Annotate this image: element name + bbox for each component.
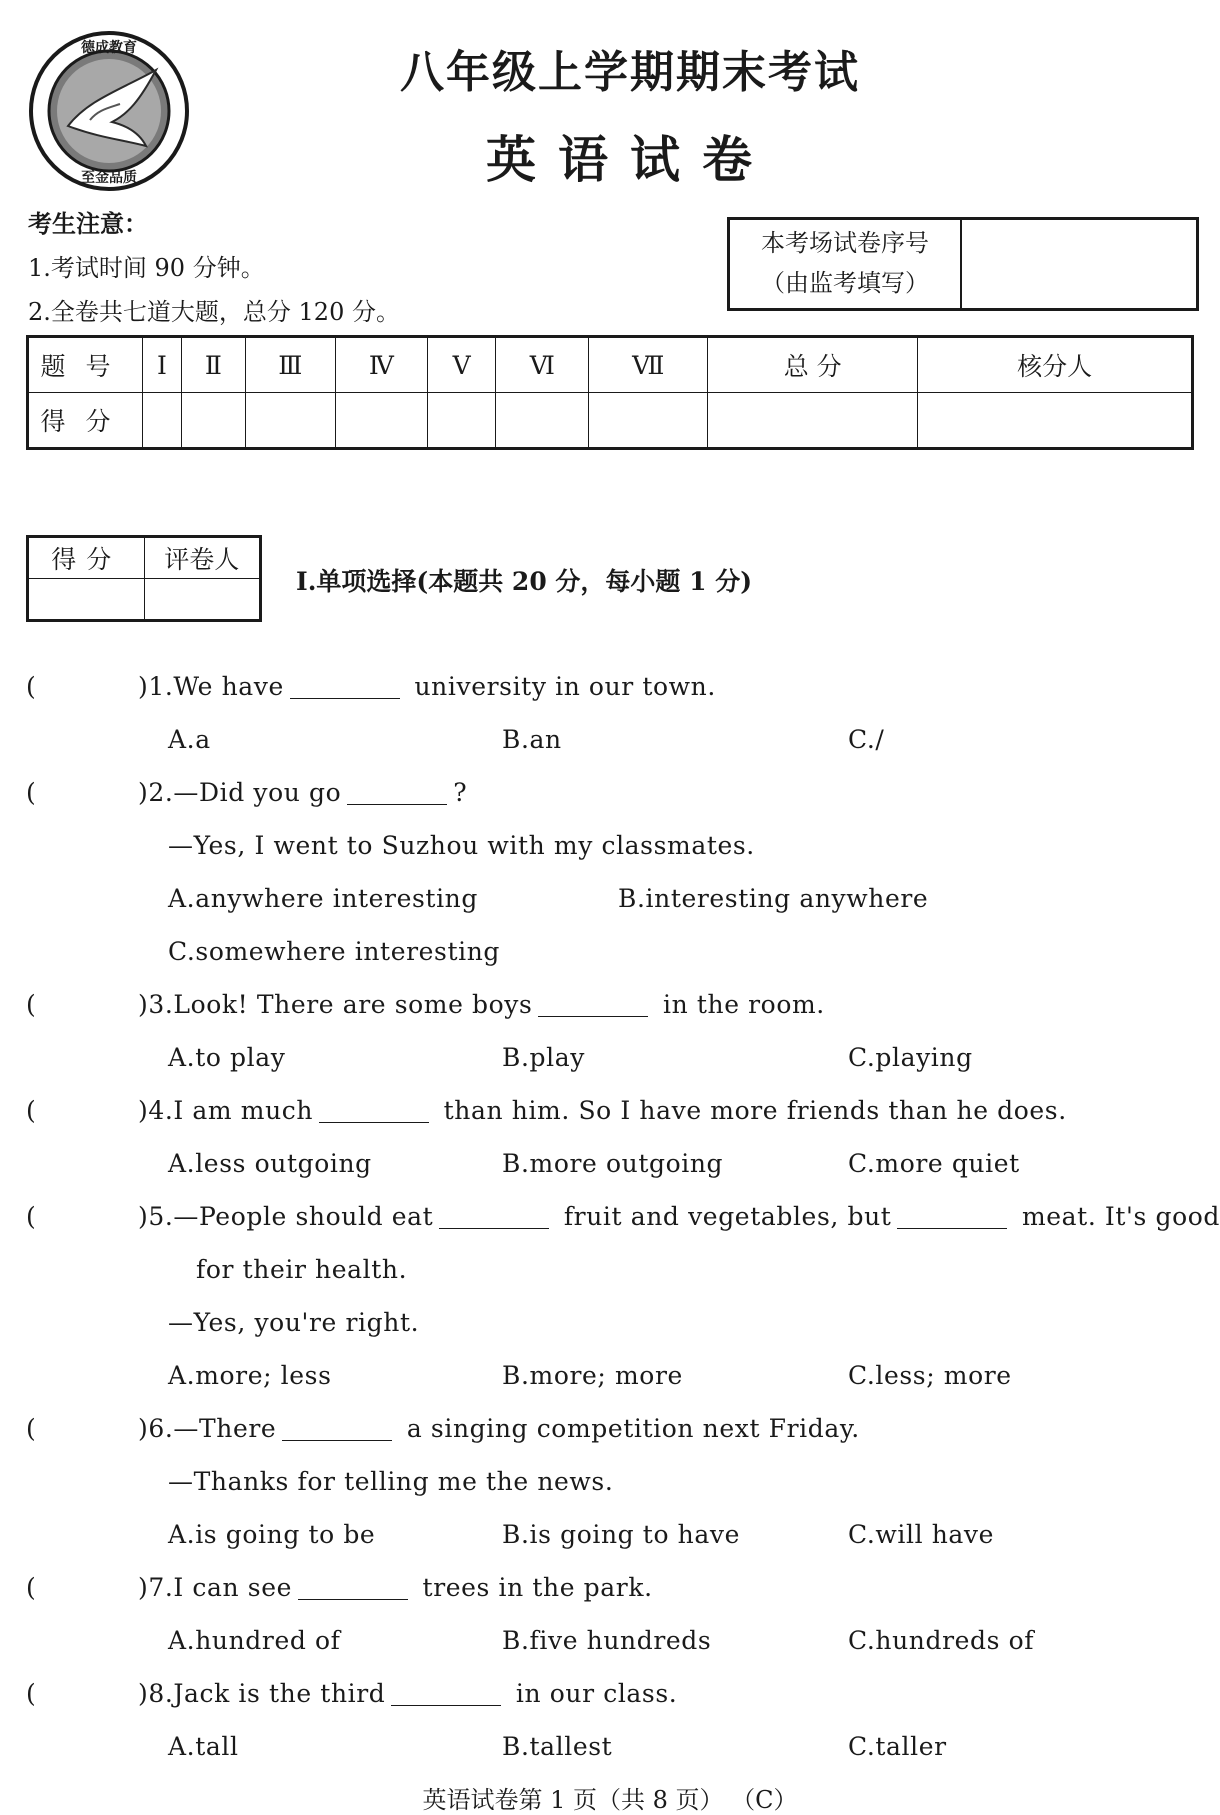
options-row bbox=[26, 1508, 1206, 1561]
row-header-score: 得分 bbox=[28, 393, 143, 449]
answer-blank[interactable] bbox=[347, 774, 447, 805]
continuation-line: for their health. bbox=[196, 1255, 408, 1284]
score-cell[interactable] bbox=[918, 393, 1193, 449]
option-c[interactable]: C.will have bbox=[848, 1520, 995, 1549]
option-a[interactable]: A.less outgoing bbox=[168, 1149, 372, 1178]
score-cell[interactable] bbox=[708, 393, 918, 449]
options-row bbox=[26, 713, 1206, 766]
notes-title: 考生注意： bbox=[28, 209, 148, 238]
answer-blank[interactable] bbox=[897, 1198, 1007, 1229]
option-a[interactable]: A.a bbox=[168, 725, 211, 754]
options-row bbox=[26, 1031, 1206, 1084]
reply-line: —Thanks for telling me the news. bbox=[168, 1467, 614, 1496]
answer-blank[interactable] bbox=[282, 1410, 392, 1441]
answer-blank[interactable] bbox=[538, 986, 648, 1017]
option-b[interactable]: B.five hundreds bbox=[502, 1626, 712, 1655]
question-7: ( )7.I can see trees in the park. bbox=[26, 1561, 1206, 1614]
grader-label: 评卷人 bbox=[144, 537, 261, 579]
score-cell[interactable] bbox=[496, 393, 589, 449]
question-4: ( )4.I am much than him. So I have more friends than he does. bbox=[26, 1084, 1206, 1137]
score-cell[interactable] bbox=[181, 393, 245, 449]
paper-title: 英语试卷 bbox=[486, 130, 774, 189]
section-title: Ⅰ.单项选择(本题共 20 分，每小题 1 分) bbox=[296, 567, 753, 596]
score-cell[interactable] bbox=[589, 393, 708, 449]
seat-number-field[interactable] bbox=[962, 220, 1196, 308]
question-6: ( )6.—There a singing competition next Friday. bbox=[26, 1402, 1206, 1455]
col-header: Ⅳ bbox=[335, 337, 428, 393]
row-header-question-no: 题号 bbox=[28, 337, 143, 393]
grader-table bbox=[26, 535, 262, 622]
option-c[interactable]: C.taller bbox=[848, 1732, 947, 1761]
score-table-header-row bbox=[28, 337, 1193, 393]
logo-text-bottom: 至金品质 bbox=[81, 170, 137, 186]
col-header: Ⅱ bbox=[181, 337, 245, 393]
option-c[interactable]: C./ bbox=[848, 725, 885, 754]
options-row bbox=[26, 925, 1206, 978]
option-b[interactable]: B.tallest bbox=[502, 1732, 613, 1761]
option-b[interactable]: B.an bbox=[502, 725, 562, 754]
option-c[interactable]: C.less; more bbox=[848, 1361, 1012, 1390]
score-table bbox=[26, 335, 1194, 450]
col-header: Ⅲ bbox=[246, 337, 336, 393]
option-c[interactable]: C.playing bbox=[848, 1043, 973, 1072]
question-2: ( )2.—Did you go ? bbox=[26, 766, 1206, 819]
seat-number-box bbox=[727, 217, 1199, 311]
logo-text-top: 德成教育 bbox=[81, 40, 137, 56]
options-row bbox=[26, 872, 1206, 925]
question-5: ( )5.—People should eat fruit and vegetables, but meat. It's good bbox=[26, 1190, 1206, 1243]
options-row bbox=[26, 1349, 1206, 1402]
reply-line: —Yes, you're right. bbox=[168, 1308, 420, 1337]
exam-title: 八年级上学期期末考试 bbox=[400, 47, 860, 98]
answer-blank[interactable] bbox=[391, 1675, 501, 1706]
col-header: Ⅴ bbox=[428, 337, 496, 393]
option-b[interactable]: B.play bbox=[502, 1043, 585, 1072]
option-b[interactable]: B.interesting anywhere bbox=[618, 884, 929, 913]
option-b[interactable]: B.more; more bbox=[502, 1361, 683, 1390]
answer-blank[interactable] bbox=[290, 668, 400, 699]
answer-blank[interactable] bbox=[439, 1198, 549, 1229]
question-3: ( )3.Look! There are some boys in the room. bbox=[26, 978, 1206, 1031]
answer-blank[interactable] bbox=[319, 1092, 429, 1123]
question-1: ( )1.We have university in our town. bbox=[26, 660, 1206, 713]
options-row bbox=[26, 1720, 1206, 1773]
score-table-score-row bbox=[28, 393, 1193, 449]
seat-number-label: 本考场试卷序号 （由监考填写） bbox=[730, 220, 962, 308]
col-header: 核分人 bbox=[918, 337, 1193, 393]
option-c[interactable]: C.somewhere interesting bbox=[168, 937, 501, 966]
score-cell[interactable] bbox=[143, 393, 182, 449]
col-header: Ⅶ bbox=[589, 337, 708, 393]
col-header: Ⅰ bbox=[143, 337, 182, 393]
note-item: 1.考试时间 90 分钟。 bbox=[28, 254, 265, 282]
grader-name-cell[interactable] bbox=[144, 579, 261, 621]
option-b[interactable]: B.is going to have bbox=[502, 1520, 740, 1549]
col-header: Ⅵ bbox=[496, 337, 589, 393]
candidate-notes bbox=[28, 202, 400, 334]
score-cell[interactable] bbox=[428, 393, 496, 449]
option-a[interactable]: A.is going to be bbox=[168, 1520, 376, 1549]
reply-line: —Yes, I went to Suzhou with my classmates. bbox=[168, 831, 755, 860]
option-c[interactable]: C.more quiet bbox=[848, 1149, 1020, 1178]
option-b[interactable]: B.more outgoing bbox=[502, 1149, 724, 1178]
answer-blank[interactable] bbox=[298, 1569, 408, 1600]
option-a[interactable]: A.anywhere interesting bbox=[168, 884, 478, 913]
option-a[interactable]: A.more; less bbox=[168, 1361, 332, 1390]
grader-score-label: 得分 bbox=[28, 537, 145, 579]
grader-score-cell[interactable] bbox=[28, 579, 145, 621]
score-cell[interactable] bbox=[246, 393, 336, 449]
question-8: ( )8.Jack is the third in our class. bbox=[26, 1667, 1206, 1720]
option-c[interactable]: C.hundreds of bbox=[848, 1626, 1035, 1655]
col-header: 总 分 bbox=[708, 337, 918, 393]
option-a[interactable]: A.hundred of bbox=[168, 1626, 341, 1655]
option-a[interactable]: A.to play bbox=[168, 1043, 286, 1072]
question-list bbox=[26, 660, 1220, 1773]
option-a[interactable]: A.tall bbox=[168, 1732, 239, 1761]
options-row bbox=[26, 1614, 1206, 1667]
page-footer: 英语试卷第 1 页（共 8 页） （C） bbox=[422, 1786, 798, 1814]
score-cell[interactable] bbox=[335, 393, 428, 449]
options-row bbox=[26, 1137, 1206, 1190]
note-item: 2.全卷共七道大题，总分 120 分。 bbox=[28, 298, 400, 326]
